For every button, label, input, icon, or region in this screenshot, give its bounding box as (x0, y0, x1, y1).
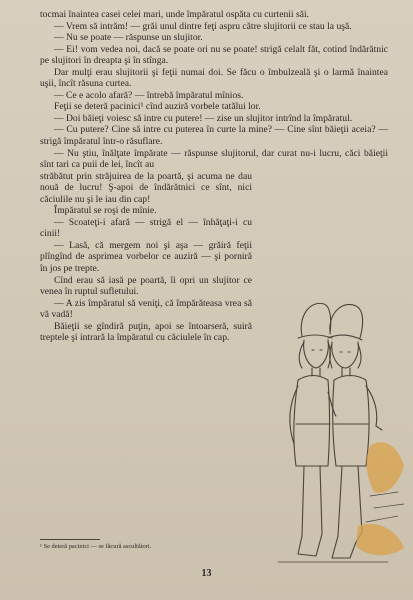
paragraph: — Doi băieţi voiesc să intre cu putere! — zise un slujitor intrînd la împăratul. (54, 112, 353, 124)
paragraph: Împăratul se roşi de mînie. (54, 205, 157, 217)
paragraph: — Ei! vom vedea noi, dacă se poate ori nu se poate! strigă celalt făt, cotind îndărătnic pe slujitori în dreapta şi în stînga. (40, 43, 388, 67)
narrow-text-block (40, 171, 252, 344)
paragraph: Băieţii se gîndiră puţin, apoi se întoarseră, suiră treptele şi intrară la împăratul cu căciulele în cap. (40, 320, 252, 344)
page-body-text (40, 9, 388, 344)
paragraph: — Nu se poate — răspunse un slujitor. (54, 32, 203, 44)
paragraph: — Lasă, că mergem noi şi aşa — grăiră feţii plîngînd de asprimea vorbelor ce auziră — şi porniră în jos pe trepte. (40, 239, 252, 275)
paragraph: — Vrem să intrăm! — grăi unul dintre feţi aspru către slujitorii ce stau la uşă. (54, 20, 352, 32)
footnote-text: ¹ Se deteră pacinici — se făcură ascultători. (40, 543, 152, 550)
paragraph: Dar mulţi erau slujitorii şi feţii numai doi. Se făcu o îmbulzeală şi o larmă înaintea uşii, încît răsuna curtea. (40, 66, 388, 90)
paragraph: — Nu ştiu, înălţate împărate — răspunse slujitorul, dar curat nu-i lucru, căci băieţii sînt tari ca puii de lei, încît au (40, 147, 388, 171)
twin-boys-illustration (258, 296, 408, 596)
page-number: 13 (201, 568, 212, 579)
paragraph: Cînd erau să iasă pe poartă, îi opri un slujitor ce venea în ruptul sufletului. (40, 274, 252, 298)
wide-text-block (40, 9, 388, 171)
paragraph: — Cu putere? Cine să intre cu puterea în curte la mine? — Cine sînt băieţii aceia? — strigă împăratul într-o răsuflare. (40, 124, 388, 148)
footnote (40, 539, 250, 551)
paragraph: tocmai înaintea casei celei mari, unde împăratul ospăta cu curtenii săi. (40, 9, 310, 20)
footnote-rule (40, 539, 100, 540)
paragraph: — Ce e acolo afară? — întrebă împăratul mînios. (54, 89, 244, 101)
paragraph: — Scoateţi-i afară — strigă el — înhăţaţi-i cu cinii! (40, 216, 252, 240)
paragraph: străbătut prin străjuirea de la poartă, şi acuma ne dau nouă de lucru! Ş-apoi de îndărătnici ce sînt, nici căciulile nu şi le iau din cap! (40, 170, 252, 205)
paragraph: — A zis împăratul să veniţi, că împărăteasa vrea să vă vadă! (40, 297, 252, 321)
paragraph: Feţii se deteră pacinici¹ cînd auziră vorbele tatălui lor. (54, 101, 261, 113)
